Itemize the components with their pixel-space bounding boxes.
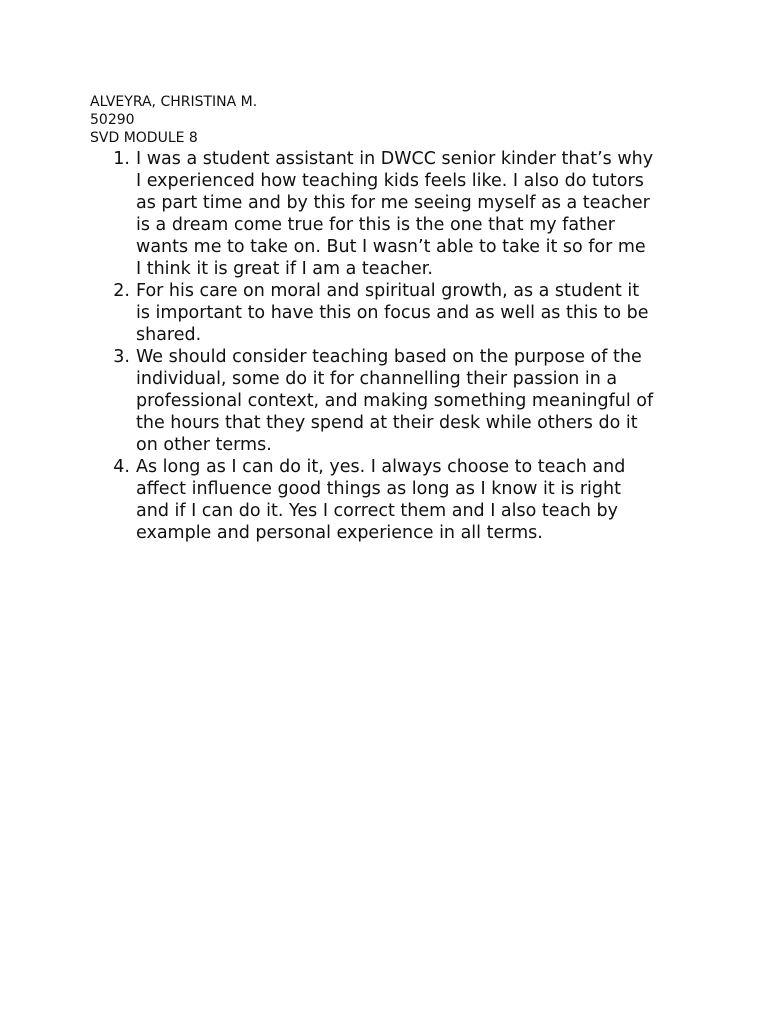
list-item bbox=[90, 346, 690, 456]
text-line: I experienced how teaching kids feels like. I also do tutors bbox=[136, 171, 644, 191]
text-line: professional context, and making something meaningful of bbox=[136, 391, 654, 411]
text-line: As long as I can do it, yes. I always choose to teach and bbox=[136, 457, 626, 477]
text-line: I was a student assistant in DWCC senior kinder that’s why bbox=[136, 149, 654, 169]
list-item-text bbox=[136, 456, 690, 544]
student-name: ALVEYRA, CHRISTINA M. bbox=[90, 94, 258, 110]
document-header bbox=[90, 93, 690, 147]
list-item bbox=[90, 148, 690, 280]
list-item-text bbox=[136, 148, 690, 280]
list-item-text bbox=[136, 346, 690, 456]
list-item bbox=[90, 456, 690, 544]
text-line: the hours that they spend at their desk while others do it bbox=[136, 413, 638, 433]
text-line: is a dream come true for this is the one that my father bbox=[136, 215, 615, 235]
text-line: is important to have this on focus and as well as this to be bbox=[136, 303, 649, 323]
text-line: I think it is great if I am a teacher. bbox=[136, 259, 433, 279]
text-line: example and personal experience in all terms. bbox=[136, 523, 543, 543]
text-line: wants me to take on. But I wasn’t able to take it so for me bbox=[136, 237, 646, 257]
text-line: as part time and by this for me seeing myself as a teacher bbox=[136, 193, 650, 213]
list-item bbox=[90, 280, 690, 346]
module-title: SVD MODULE 8 bbox=[90, 130, 198, 146]
text-line: and if I can do it. Yes I correct them and I also teach by bbox=[136, 501, 619, 521]
text-line: on other terms. bbox=[136, 435, 272, 455]
text-line: shared. bbox=[136, 325, 202, 345]
list-item-number: 4. bbox=[113, 457, 130, 477]
text-line: We should consider teaching based on the purpose of the bbox=[136, 347, 642, 367]
list-item-number: 3. bbox=[113, 347, 130, 367]
text-line: For his care on moral and spiritual growth, as a student it bbox=[136, 281, 640, 301]
text-line: individual, some do it for channelling their passion in a bbox=[136, 369, 618, 389]
answer-list bbox=[90, 148, 690, 544]
list-item-number: 2. bbox=[113, 281, 130, 301]
list-item-text bbox=[136, 280, 690, 346]
text-line: affect influence good things as long as I know it is right bbox=[136, 479, 621, 499]
student-id: 50290 bbox=[90, 112, 135, 128]
list-item-number: 1. bbox=[113, 149, 130, 169]
